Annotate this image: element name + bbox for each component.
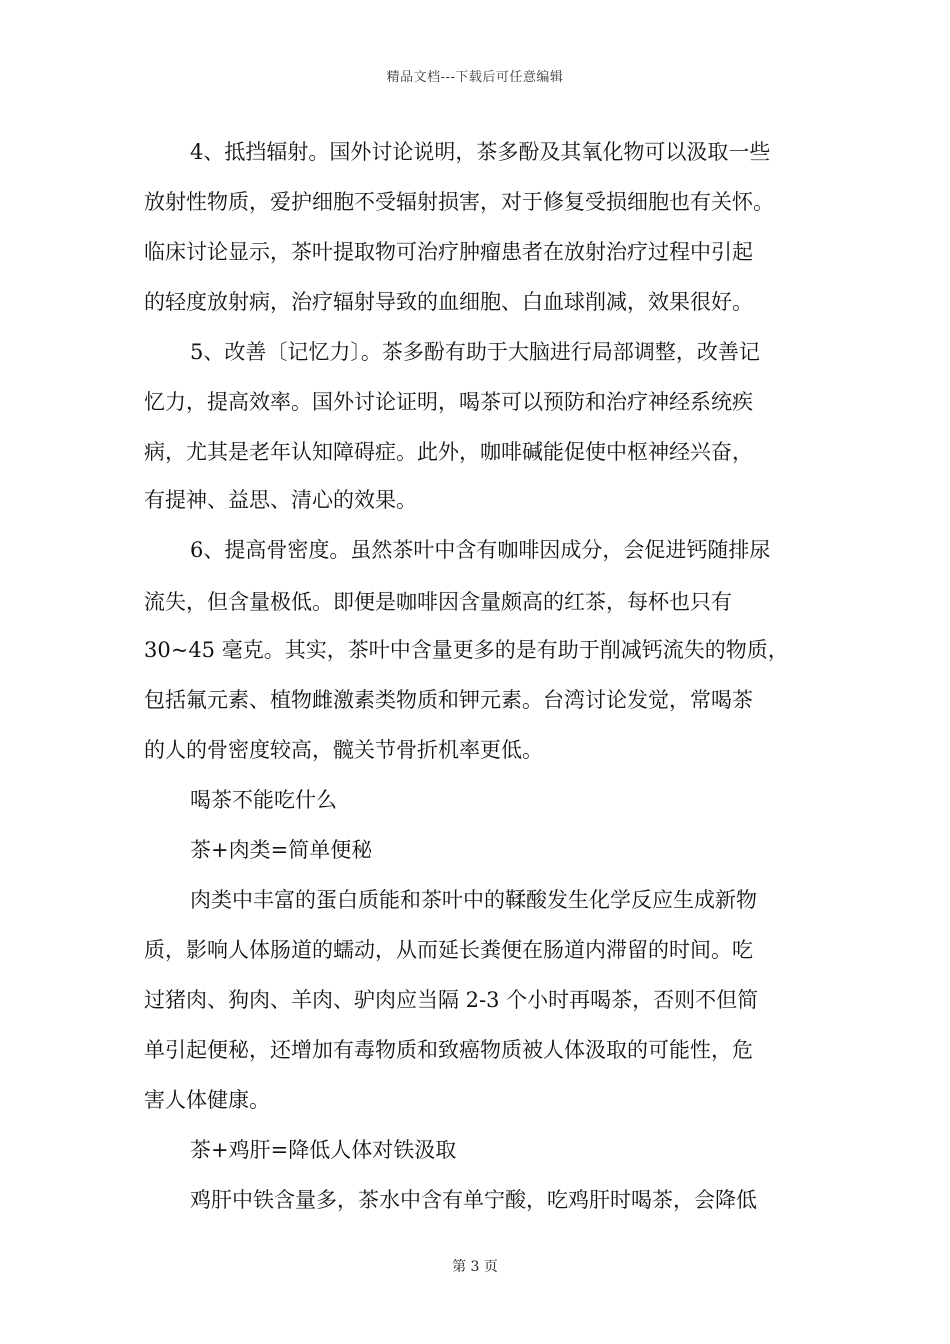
subheading: 茶+鸡肝=降低人体对铁汲取 <box>190 1138 457 1162</box>
section-heading: 喝茶不能吃什么 <box>190 788 337 812</box>
page-header: 精品文档---下载后可任意编辑 <box>386 70 564 85</box>
paragraph-line: 单引起便秘，还增加有毒物质和致癌物质被人体汲取的可能性，危 <box>144 1038 753 1062</box>
paragraph-line: 有提神、益思、清心的效果。 <box>144 488 417 512</box>
paragraph-line: 包括氟元素、植物雌激素类物质和钾元素。台湾讨论发觉，常喝茶 <box>144 688 753 712</box>
paragraph-line: 害人体健康。 <box>144 1088 270 1112</box>
paragraph-line: 肉类中丰富的蛋白质能和茶叶中的鞣酸发生化学反应生成新物 <box>190 888 757 912</box>
paragraph-line: 30~45 毫克。其实，茶叶中含量更多的是有助于削减钙流失的物质， <box>144 638 789 662</box>
page-number: 第 3 页 <box>452 1259 498 1275</box>
paragraph-line: 临床讨论显示，茶叶提取物可治疗肿瘤患者在放射治疗过程中引起 <box>144 240 753 264</box>
paragraph-line: 忆力，提高效率。国外讨论证明，喝茶可以预防和治疗神经系统疾 <box>144 390 753 414</box>
paragraph-line: 4、抵挡辐射。国外讨论说明，茶多酚及其氧化物可以汲取一些 <box>190 140 771 164</box>
paragraph-line: 过猪肉、狗肉、羊肉、驴肉应当隔 2-3 个小时再喝茶，否则不但简 <box>144 988 759 1012</box>
paragraph-line: 的轻度放射病，治疗辐射导致的血细胞、白血球削减，效果很好。 <box>144 290 753 314</box>
paragraph-line: 的人的骨密度较高，髋关节骨折机率更低。 <box>144 738 543 762</box>
paragraph-line: 放射性物质，爱护细胞不受辐射损害，对于修复受损细胞也有关怀。 <box>144 190 774 214</box>
paragraph-line: 病，尤其是老年认知障碍症。此外，咖啡碱能促使中枢神经兴奋， <box>144 440 753 464</box>
subheading: 茶+肉类=简单便秘 <box>190 838 373 862</box>
paragraph-line: 5、改善〔记忆力〕。茶多酚有助于大脑进行局部调整，改善记 <box>190 340 760 364</box>
paragraph-line: 质，影响人体肠道的蠕动，从而延长粪便在肠道内滞留的时间。吃 <box>144 938 753 962</box>
paragraph-line: 6、提高骨密度。虽然茶叶中含有咖啡因成分，会促进钙随排尿 <box>190 538 771 562</box>
paragraph-line: 流失，但含量极低。即便是咖啡因含量颇高的红茶，每杯也只有 <box>144 590 732 614</box>
paragraph-line: 鸡肝中铁含量多，茶水中含有单宁酸，吃鸡肝时喝茶，会降低 <box>190 1188 757 1212</box>
